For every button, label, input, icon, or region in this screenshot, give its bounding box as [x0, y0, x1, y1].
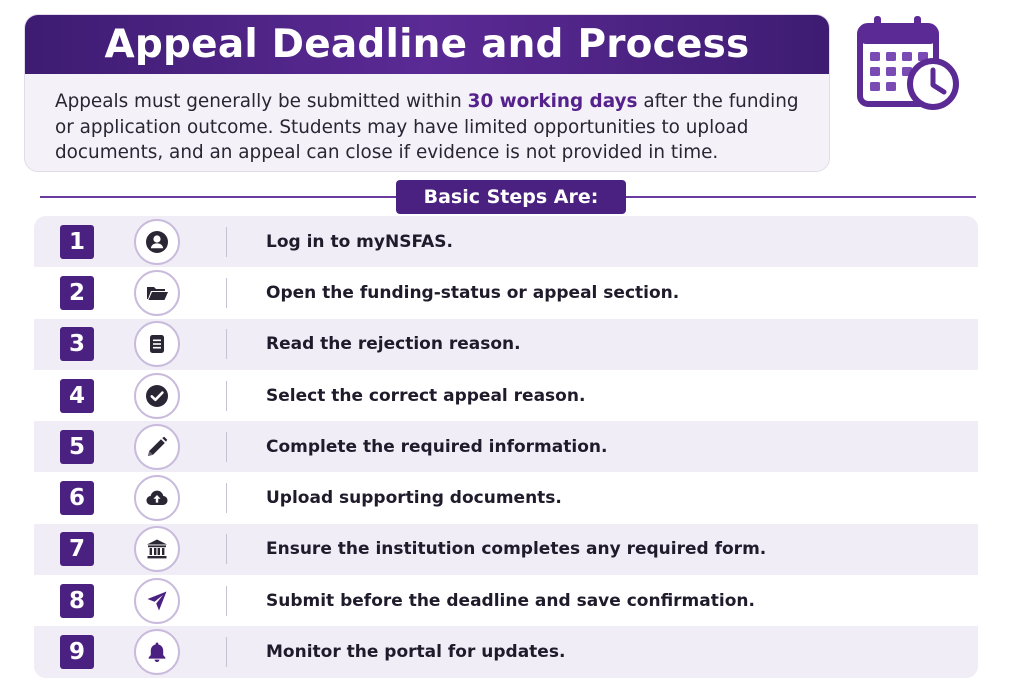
- divider-left: [40, 196, 398, 198]
- intro-paragraph: [25, 74, 829, 166]
- calendar-clock-icon: [856, 14, 962, 112]
- pencil-icon: [134, 424, 180, 470]
- step-row-8: [34, 575, 978, 626]
- step-row-5: [34, 421, 978, 472]
- page-title: Appeal Deadline and Process: [104, 22, 750, 67]
- step-number: 9: [60, 635, 94, 669]
- intro-text-end: after the funding or application outcome. Students may have limited opportunities to upload documents, and an appeal can close if evidence is not provided in time.: [55, 91, 799, 163]
- step-text: Monitor the portal for updates.: [266, 642, 566, 663]
- step-number: 5: [60, 430, 94, 464]
- institution-icon: [134, 526, 180, 572]
- bell-icon: [134, 629, 180, 675]
- step-separator: [226, 432, 227, 462]
- send-icon: [134, 578, 180, 624]
- user-icon: [134, 219, 180, 265]
- step-text: Read the rejection reason.: [266, 334, 521, 355]
- step-separator: [226, 586, 227, 616]
- step-number: 7: [60, 532, 94, 566]
- step-number: 1: [60, 225, 94, 259]
- step-separator: [226, 329, 227, 359]
- step-number: 2: [60, 276, 94, 310]
- step-separator: [226, 534, 227, 564]
- step-number: 8: [60, 584, 94, 618]
- header-card: [24, 14, 830, 172]
- step-number: 6: [60, 481, 94, 515]
- step-row-1: [34, 216, 978, 267]
- step-number: 3: [60, 327, 94, 361]
- step-separator: [226, 227, 227, 257]
- step-separator: [226, 381, 227, 411]
- step-text: Complete the required information.: [266, 436, 608, 457]
- divider-right: [624, 196, 976, 198]
- step-separator: [226, 483, 227, 513]
- document-icon: [134, 321, 180, 367]
- steps-heading: Basic Steps Are:: [396, 180, 626, 214]
- step-text: Upload supporting documents.: [266, 488, 562, 509]
- step-row-3: [34, 319, 978, 370]
- intro-text-start: Appeals must generally be submitted within: [55, 91, 468, 112]
- step-separator: [226, 637, 227, 667]
- cloud-upload-icon: [134, 475, 180, 521]
- step-text: Log in to myNSFAS.: [266, 231, 453, 252]
- check-circle-icon: [134, 373, 180, 419]
- step-row-7: [34, 524, 978, 575]
- step-text: Submit before the deadline and save confirmation.: [266, 590, 755, 611]
- step-text: Select the correct appeal reason.: [266, 385, 586, 406]
- deadline-highlight: 30 working days: [467, 91, 638, 112]
- folder-icon: [134, 270, 180, 316]
- title-bar: [25, 15, 829, 74]
- step-text: Ensure the institution completes any required form.: [266, 539, 767, 560]
- steps-list: [34, 216, 978, 678]
- step-separator: [226, 278, 227, 308]
- step-row-2: [34, 267, 978, 318]
- step-text: Open the funding-status or appeal section.: [266, 282, 680, 303]
- step-row-6: [34, 472, 978, 523]
- step-number: 4: [60, 379, 94, 413]
- step-row-9: [34, 626, 978, 677]
- step-row-4: [34, 370, 978, 421]
